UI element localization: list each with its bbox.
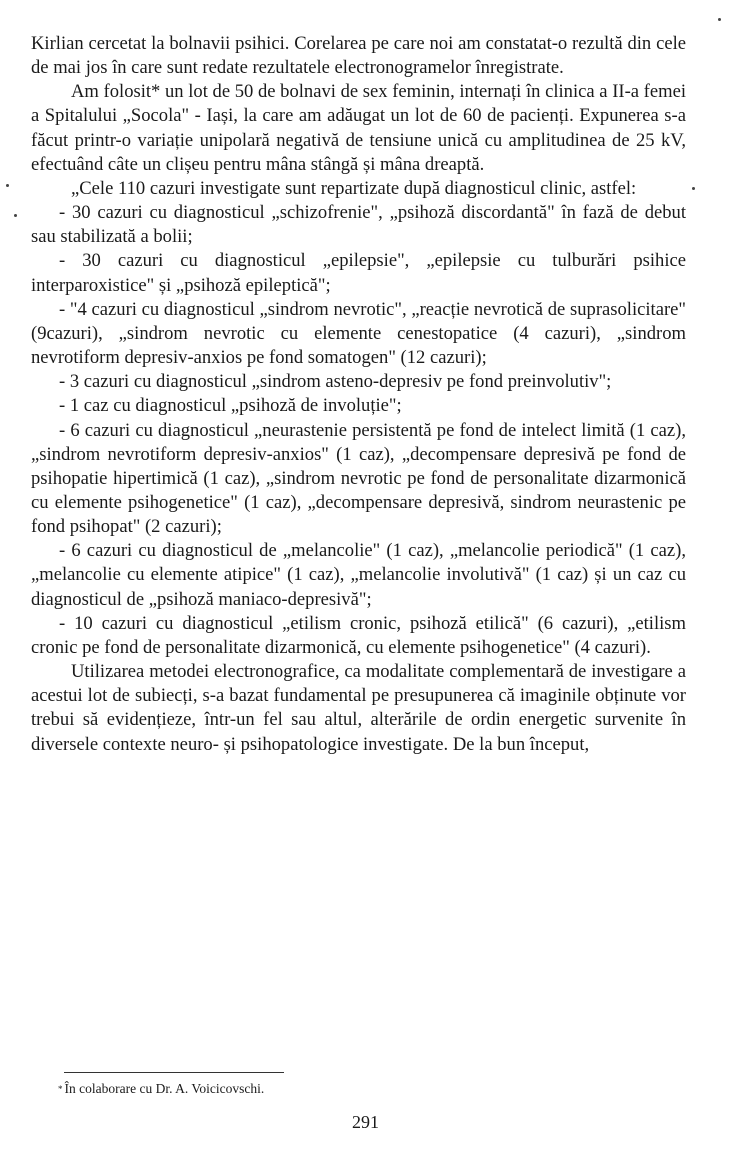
list-item-asteno-depresiv: - 3 cazuri cu diagnosticul „sindrom asteno-depresiv pe fond preinvolutiv";: [59, 371, 612, 393]
scan-speck: [6, 184, 9, 187]
scan-speck: [718, 18, 721, 21]
list-item-involutie: - 1 caz cu diagnosticul „psihoză de involuție";: [59, 395, 402, 417]
footnote-text: În colaborare cu Dr. A. Voicicovschi.: [64, 1081, 265, 1096]
paragraph-case-intro: „Cele 110 cazuri investigate sunt repartizate după diagnosticul clinic, astfel:: [71, 177, 637, 199]
list-item-etilism: - 10 cazuri cu diagnosticul „etilism cronic, psihoză etilică" (6 cazuri), „etilism cronic pe fond de personalitate dizarmonică, cu elemente psihogenetice" (4 cazuri).: [31, 612, 686, 658]
list-item-melancolie: - 6 cazuri cu diagnosticul de „melancolie" (1 caz), „melancolie periodică" (1 caz), „melancolie cu elemente atipice" (1 caz), „melancolie involutivă" (1 caz) și un caz cu diagnosticul de „psihoză maniaco-depresivă";: [31, 540, 686, 610]
footnote: [58, 1080, 264, 1098]
list-item-epilepsie: - 30 cazuri cu diagnosticul „epilepsie", „epilepsie cu tulburări psihice interparoxistice" și „psihoză epileptică";: [31, 250, 686, 296]
scan-speck: [692, 187, 695, 190]
paragraph-continuation: Kirlian cercetat la bolnavii psihici. Corelarea pe care noi am constatat-o rezultă din cele de mai jos în care sunt redate rezultatele electronogramelor înregistrate.: [31, 33, 686, 79]
scan-speck: [14, 214, 17, 217]
footnote-divider: [64, 1072, 284, 1073]
list-item-sindrom-nevrotic: - "4 cazuri cu diagnosticul „sindrom nevrotic", „reacție nevrotică de suprasolicitare" (9cazuri), „sindrom nevrotic cu elemente cenestopatice (4 cazuri), „sindrom nevrotiform depresiv-anxios pe fond somatogen" (12 cazuri);: [31, 298, 686, 369]
page-number: 291: [352, 1112, 379, 1132]
body-text: [31, 32, 686, 757]
list-item-schizofrenie: - 30 cazuri cu diagnosticul „schizofrenie", „psihoză discordantă" în fază de debut sau stabilizată a bolii;: [31, 202, 686, 248]
footnote-mark: *: [58, 1084, 63, 1094]
list-item-neurastenie: - 6 cazuri cu diagnosticul „neurastenie persistentă pe fond de intelect limită (1 caz), „sindrom nevrotiform depresiv-anxios" (1 caz), „decompensare depresivă pe fond de psihopatie hipertimică (1 caz), „sindrom nevrotic pe fond de personalitate dizarmonică cu elemente psihogenetice" (1 caz), „decompensare depresivă, sindrom neurastenic pe fond psihopat" (2 cazuri);: [31, 419, 686, 538]
paragraph-lot-description: Am folosit* un lot de 50 de bolnavi de sex feminin, internați în clinica a II-a femei a Spitalului „Socola" - Iași, la care am adăugat un lot de 60 de pacienți. Expunerea s-a făcut printr-o variație unipolară negativă de tensiune unică cu amplitudinea de 25 kV, efectuând câte un clișeu pentru mâna stângă și mâna dreaptă.: [31, 81, 686, 175]
paragraph-method: Utilizarea metodei electronografice, ca modalitate complementară de investigare a acestui lot de subiecți, s-a bazat fundamental pe presupunerea că imaginile obținute vor trebui să evidențieze, într-un fel sau altul, alterările de ordin energetic survenite în diversele contexte neuro- și psihopatologice investigate. De la bun început,: [31, 661, 686, 755]
